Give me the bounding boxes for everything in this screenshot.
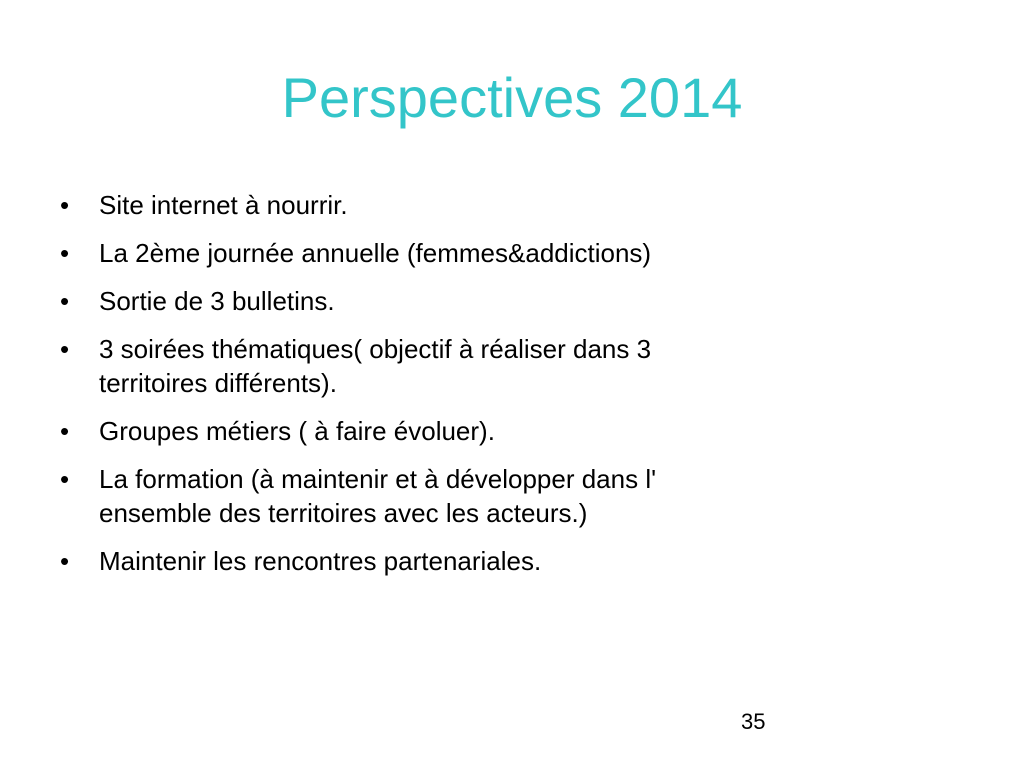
bullet-icon: • [60,546,70,576]
bullet-icon: • [60,286,70,316]
bullet-text-line: Maintenir les rencontres partenariales. [99,546,542,576]
bullet-text-line: La 2ème journée annuelle (femmes&addictions) [99,238,652,268]
bullet-item [60,544,860,578]
bullet-text-line: La formation (à maintenir et à développer dans l' [99,464,657,494]
slide-title: Perspectives 2014 [281,66,743,129]
bullet-item [60,332,860,400]
bullet-text-line: 3 soirées thématiques( objectif à réaliser dans 3 [99,334,652,364]
bullet-item [60,236,860,270]
bullet-list [60,188,860,592]
bullet-icon: • [60,416,70,446]
bullet-item [60,284,860,318]
bullet-icon: • [60,238,70,268]
slide-number: 35 [741,709,766,734]
bullet-text-line: territoires différents). [99,368,337,398]
bullet-text-line: Sortie de 3 bulletins. [99,286,335,316]
bullet-icon: • [60,190,70,220]
bullet-text-line: Site internet à nourrir. [99,190,348,220]
bullet-text-line: Groupes métiers ( à faire évoluer). [99,416,495,446]
bullet-text-line: ensemble des territoires avec les acteurs.) [99,498,588,528]
bullet-icon: • [60,464,70,494]
bullet-item [60,462,860,530]
bullet-icon: • [60,334,70,364]
bullet-item [60,188,860,222]
bullet-item [60,414,860,448]
